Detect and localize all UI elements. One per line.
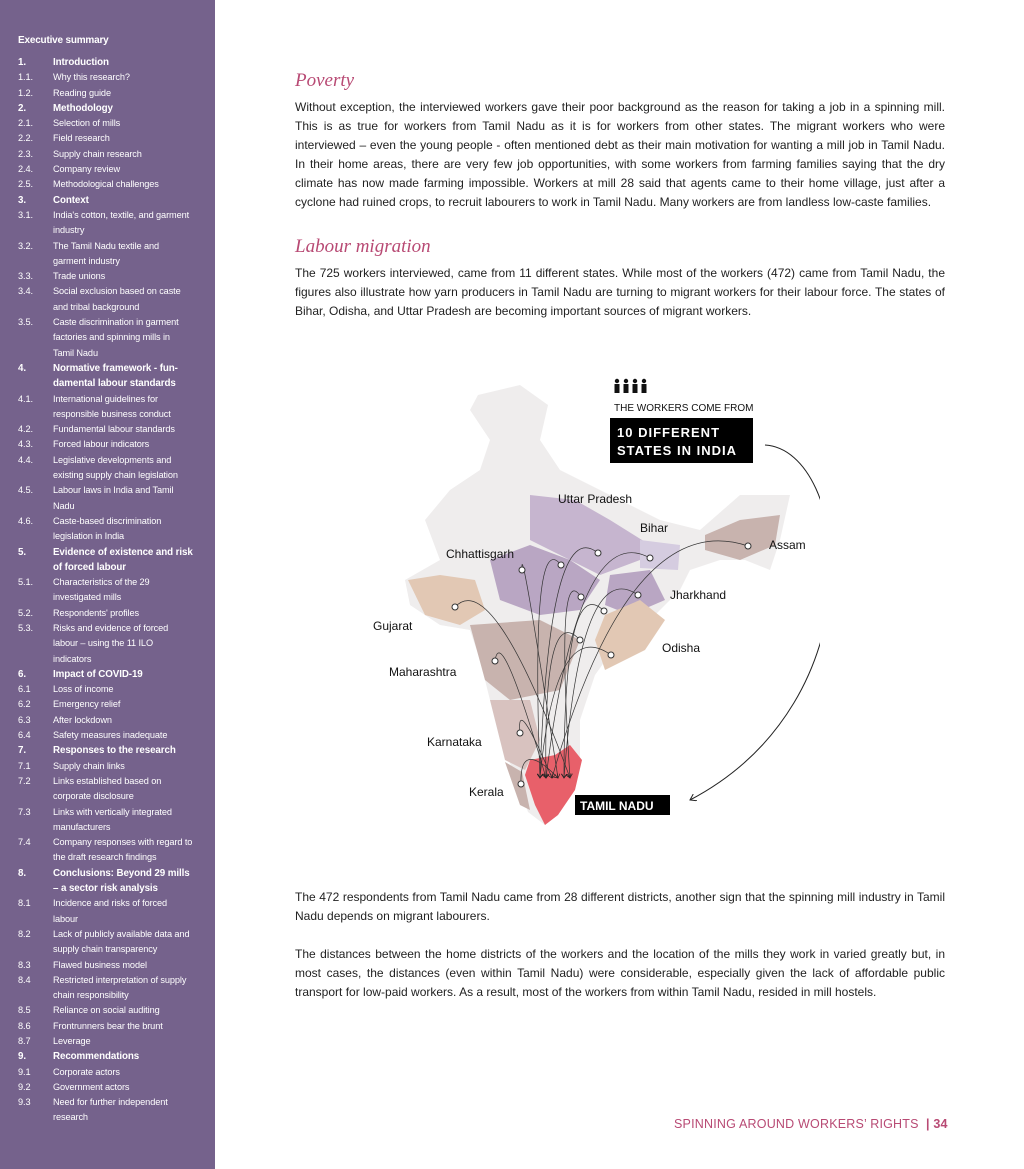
toc-item[interactable] bbox=[18, 193, 205, 208]
toc-number: 7.1 bbox=[18, 760, 31, 771]
toc-number: 9.3 bbox=[18, 1097, 31, 1108]
toc-label: Methodology bbox=[53, 102, 113, 114]
map-subtitle: THE WORKERS COME FROM bbox=[614, 403, 754, 414]
toc-label: Evidence of existence and risk of forced labour bbox=[53, 546, 193, 573]
toc-item[interactable] bbox=[18, 1019, 205, 1034]
toc-item[interactable] bbox=[18, 835, 205, 866]
toc-number: 4.4. bbox=[18, 454, 33, 465]
toc-number: 3.4. bbox=[18, 286, 33, 297]
toc-label: International guidelines for responsible business conduct bbox=[53, 393, 171, 419]
toc-item[interactable] bbox=[18, 483, 205, 514]
toc-item[interactable] bbox=[18, 392, 205, 423]
toc-label: Loss of income bbox=[53, 684, 114, 695]
table-of-contents bbox=[0, 0, 215, 1169]
toc-number: 3.1. bbox=[18, 209, 33, 220]
toc-label: Incidence and risks of forced labour bbox=[53, 898, 168, 924]
labour-migration-heading: Labour migration bbox=[295, 236, 431, 257]
toc-number: 7. bbox=[18, 745, 26, 757]
toc-label: Methodological challenges bbox=[53, 179, 159, 190]
origin-marker bbox=[595, 550, 601, 556]
origin-marker bbox=[519, 567, 525, 573]
toc-label: Forced labour indicators bbox=[53, 439, 150, 450]
toc-item[interactable] bbox=[18, 866, 205, 897]
toc-item[interactable] bbox=[18, 131, 205, 146]
toc-item[interactable] bbox=[18, 667, 205, 682]
origin-marker bbox=[745, 543, 751, 549]
toc-item[interactable] bbox=[18, 545, 205, 576]
toc-label: Recommendations bbox=[53, 1051, 140, 1063]
toc-number: 8.4 bbox=[18, 974, 31, 985]
map-box-line1: 10 DIFFERENT bbox=[617, 425, 721, 440]
origin-marker bbox=[492, 658, 498, 664]
toc-item[interactable] bbox=[18, 1049, 205, 1064]
toc-item[interactable] bbox=[18, 805, 205, 836]
toc-number: 8.6 bbox=[18, 1020, 31, 1031]
toc-item[interactable] bbox=[18, 1095, 205, 1126]
toc-label: Conclusions: Beyond 29 mills – a sector risk analysis bbox=[53, 867, 190, 895]
toc-item[interactable] bbox=[18, 315, 205, 361]
main-content bbox=[295, 70, 945, 321]
toc-number: 8.3 bbox=[18, 959, 31, 970]
toc-number: 2.2. bbox=[18, 133, 33, 144]
toc-item[interactable] bbox=[18, 1003, 205, 1018]
toc-label: Links with vertically integrated manufacturers bbox=[53, 806, 172, 832]
toc-number: 8.7 bbox=[18, 1036, 31, 1046]
toc-item[interactable] bbox=[18, 728, 205, 743]
toc-item[interactable] bbox=[18, 437, 205, 452]
toc-number: 6.3 bbox=[18, 714, 31, 725]
toc-number: 4.5. bbox=[18, 485, 33, 496]
toc-number: 2.1. bbox=[18, 118, 33, 129]
publication-title: SPINNING AROUND WORKERS’ RIGHTS bbox=[674, 1117, 919, 1131]
toc-number: 4. bbox=[18, 362, 26, 374]
toc-item[interactable] bbox=[18, 86, 205, 101]
page-footer bbox=[674, 1117, 948, 1131]
toc-label: Lack of publicly available data and supply chain transparency bbox=[53, 928, 190, 955]
toc-item[interactable] bbox=[18, 514, 205, 545]
toc-item[interactable] bbox=[18, 116, 205, 131]
toc-label: Flawed business model bbox=[53, 959, 147, 970]
toc-label: Context bbox=[53, 194, 89, 206]
toc-item[interactable] bbox=[18, 575, 205, 606]
toc-number: 7.4 bbox=[18, 837, 31, 848]
toc-number: 9. bbox=[18, 1051, 26, 1063]
toc-item[interactable] bbox=[18, 927, 205, 958]
toc-item[interactable] bbox=[18, 1065, 205, 1080]
toc-number: 2.5. bbox=[18, 179, 33, 190]
toc-number: 1. bbox=[18, 57, 26, 68]
toc-item[interactable] bbox=[18, 284, 205, 315]
toc-number: 2.3. bbox=[18, 148, 33, 159]
india-migration-map bbox=[340, 370, 820, 840]
toc-label: Field research bbox=[53, 133, 110, 144]
toc-label: Company review bbox=[53, 164, 121, 175]
toc-label: Selection of mills bbox=[53, 118, 121, 129]
toc-label: Normative framework - fundamental labour standards bbox=[53, 362, 178, 390]
origin-marker bbox=[635, 592, 641, 598]
toc-number: 5.1. bbox=[18, 577, 33, 588]
toc-label: Emergency relief bbox=[53, 699, 121, 710]
toc-label: Risks and evidence of forced labour – using the 11 ILO indicators bbox=[53, 622, 169, 664]
toc-item[interactable] bbox=[18, 682, 205, 697]
toc-item[interactable] bbox=[18, 1034, 205, 1049]
toc-number: 2.4. bbox=[18, 164, 33, 175]
toc-label: Restricted interpretation of supply chain responsibility bbox=[53, 974, 187, 1001]
toc-number: 3. bbox=[18, 194, 26, 206]
toc-item[interactable] bbox=[18, 101, 205, 116]
toc-label: Caste discrimination in garment factories and spinning mills in Tamil Nadu bbox=[53, 317, 179, 358]
page-number: | 34 bbox=[926, 1117, 948, 1131]
toc-label: Supply chain research bbox=[53, 148, 142, 159]
toc-label: Corporate actors bbox=[53, 1066, 120, 1077]
distances-paragraph: The distances between the home districts of the workers and the location of the mills they work in varied greatly but, in most cases, the distances (even within Tamil Nadu) were considerable, especially given the lack of affordable public transport for low-paid workers. As a result, most of the workers from within Tamil Nadu, resided in mill hostels. bbox=[295, 947, 945, 999]
toc-label: Characteristics of the 29 investigated mills bbox=[53, 577, 150, 603]
toc-label: Supply chain links bbox=[53, 760, 125, 771]
destination-label: TAMIL NADU bbox=[580, 799, 654, 813]
state-bihar bbox=[640, 540, 680, 570]
origin-marker bbox=[608, 652, 614, 658]
origin-marker bbox=[577, 637, 583, 643]
toc-item[interactable] bbox=[18, 361, 205, 392]
toc-label: Labour laws in India and Tamil Nadu bbox=[53, 485, 174, 511]
toc-executive-summary[interactable]: Executive summary bbox=[18, 35, 109, 46]
toc-item[interactable] bbox=[18, 269, 205, 284]
toc-item[interactable] bbox=[18, 177, 205, 192]
toc-item[interactable] bbox=[18, 1080, 205, 1095]
toc-item[interactable] bbox=[18, 774, 205, 805]
toc-item[interactable] bbox=[18, 422, 205, 437]
toc-item[interactable] bbox=[18, 759, 205, 774]
toc-label: Caste-based discrimination legislation in India bbox=[53, 515, 162, 542]
toc-label: Leverage bbox=[53, 1036, 91, 1046]
toc-item[interactable] bbox=[18, 973, 205, 1004]
state-label: Gujarat bbox=[373, 619, 413, 633]
toc-number: 1.1. bbox=[18, 72, 33, 83]
toc-label: Why this research? bbox=[53, 72, 130, 83]
toc-item[interactable] bbox=[18, 208, 205, 239]
toc-label: Impact of COVID-19 bbox=[53, 668, 143, 680]
state-label: Assam bbox=[769, 538, 806, 552]
toc-item[interactable] bbox=[18, 70, 205, 85]
toc-number: 8.5 bbox=[18, 1005, 31, 1016]
toc-item[interactable] bbox=[18, 713, 205, 728]
toc-item[interactable] bbox=[18, 239, 205, 270]
state-label: Maharashtra bbox=[389, 665, 457, 679]
state-label: Jharkhand bbox=[670, 588, 727, 602]
state-label: Karnataka bbox=[427, 735, 482, 749]
toc-item[interactable] bbox=[18, 621, 205, 667]
state-label: Kerala bbox=[469, 785, 504, 799]
toc-label: Trade unions bbox=[53, 271, 106, 282]
map-box-line2: STATES IN INDIA bbox=[617, 443, 737, 458]
toc-number: 5.2. bbox=[18, 607, 33, 618]
origin-marker bbox=[558, 562, 564, 568]
toc-number: 5. bbox=[18, 546, 26, 558]
toc-label: After lockdown bbox=[53, 714, 112, 725]
toc-number: 3.2. bbox=[18, 240, 33, 251]
toc-label: Frontrunners bear the brunt bbox=[53, 1020, 163, 1031]
toc-label: Introduction bbox=[53, 57, 109, 68]
toc-label: India's cotton, textile, and garment industry bbox=[53, 209, 190, 236]
origin-marker bbox=[518, 781, 524, 787]
toc-item[interactable] bbox=[18, 55, 205, 70]
toc-number: 4.2. bbox=[18, 424, 33, 435]
toc-item[interactable] bbox=[18, 958, 205, 973]
toc-number: 7.2 bbox=[18, 775, 31, 786]
origin-marker bbox=[601, 608, 607, 614]
toc-item[interactable] bbox=[18, 697, 205, 712]
toc-label: Responses to the research bbox=[53, 745, 176, 757]
toc-number: 5.3. bbox=[18, 622, 33, 633]
toc-number: 2. bbox=[18, 102, 26, 114]
toc-number: 4.1. bbox=[18, 393, 33, 404]
state-label: Bihar bbox=[640, 521, 669, 535]
toc-item[interactable] bbox=[18, 896, 205, 927]
toc-label: Government actors bbox=[53, 1081, 130, 1092]
state-label: Uttar Pradesh bbox=[558, 492, 633, 506]
toc-number: 3.5. bbox=[18, 317, 33, 328]
toc-number: 4.6. bbox=[18, 515, 33, 526]
people-icon bbox=[615, 379, 647, 393]
state-label: Odisha bbox=[662, 641, 701, 655]
toc-label: Links established based on corporate disclosure bbox=[53, 775, 162, 802]
origin-marker bbox=[578, 594, 584, 600]
toc-item[interactable] bbox=[18, 743, 205, 758]
state-label: Chhattisgarh bbox=[446, 547, 515, 561]
toc-number: 6.2 bbox=[18, 699, 31, 710]
toc-item[interactable] bbox=[18, 147, 205, 162]
toc-number: 8.2 bbox=[18, 928, 31, 939]
toc-label: Social exclusion based on caste and tribal background bbox=[53, 286, 181, 312]
toc-number: 8. bbox=[18, 867, 26, 879]
toc-label: Safety measures inadequate bbox=[53, 730, 168, 741]
poverty-paragraph: Without exception, the interviewed workers gave their poor background as the reason for taking a job in a spinning mill. This is as true for workers from Tamil Nadu as it is for workers from other states. The migrant workers who were interviewed – even the young people - often mentioned debt as their main motivation for wanting a mill job in Tamil Nadu. In their home areas, there are very few job opportunities, with some workers from farming families saying that the dry climate has now made farming impossible. Workers at mill 28 said that agents came to their home village, just after a cyclone had ruined crops, to recruit labourers to work in Tamil Nadu. Many workers are from landless low-caste families. bbox=[295, 100, 945, 209]
toc-item[interactable] bbox=[18, 162, 205, 177]
toc-label: Need for further independent research bbox=[53, 1097, 168, 1123]
poverty-heading: Poverty bbox=[295, 70, 355, 91]
toc-number: 1.2. bbox=[18, 87, 33, 98]
toc-number: 6.1 bbox=[18, 684, 31, 695]
toc-item[interactable] bbox=[18, 606, 205, 621]
toc-label: Legislative developments and existing supply chain legislation bbox=[53, 454, 178, 481]
toc-label: Company responses with regard to the draft research findings bbox=[53, 837, 193, 863]
toc-label: Respondents' profiles bbox=[53, 607, 139, 618]
origin-marker bbox=[647, 555, 653, 561]
districts-paragraph: The 472 respondents from Tamil Nadu came from 28 different districts, another sign that the spinning mill industry in Tamil Nadu depends on migrant labourers. bbox=[295, 890, 945, 923]
toc-number: 7.3 bbox=[18, 806, 31, 817]
toc-number: 6. bbox=[18, 668, 26, 680]
toc-number: 4.3. bbox=[18, 439, 33, 450]
toc-number: 9.2 bbox=[18, 1081, 31, 1092]
toc-number: 8.1 bbox=[18, 898, 31, 909]
toc-label: The Tamil Nadu textile and garment industry bbox=[53, 240, 160, 266]
toc-number: 6.4 bbox=[18, 730, 31, 741]
origin-marker bbox=[517, 730, 523, 736]
toc-number: 3.3. bbox=[18, 271, 33, 282]
toc-label: Reading guide bbox=[53, 87, 111, 98]
toc-number: 9.1 bbox=[18, 1066, 31, 1077]
toc-item[interactable] bbox=[18, 453, 205, 484]
labour-migration-paragraph: The 725 workers interviewed, came from 11 different states. While most of the workers (472) came from Tamil Nadu, the figures also illustrate how yarn producers in Tamil Nadu are turning to migrant workers for their labour force. The states of Bihar, Odisha, and Uttar Pradesh are becoming important sources of migrant workers. bbox=[295, 266, 945, 318]
origin-marker bbox=[452, 604, 458, 610]
toc-label: Reliance on social auditing bbox=[53, 1005, 160, 1016]
toc-label: Fundamental labour standards bbox=[53, 424, 175, 435]
